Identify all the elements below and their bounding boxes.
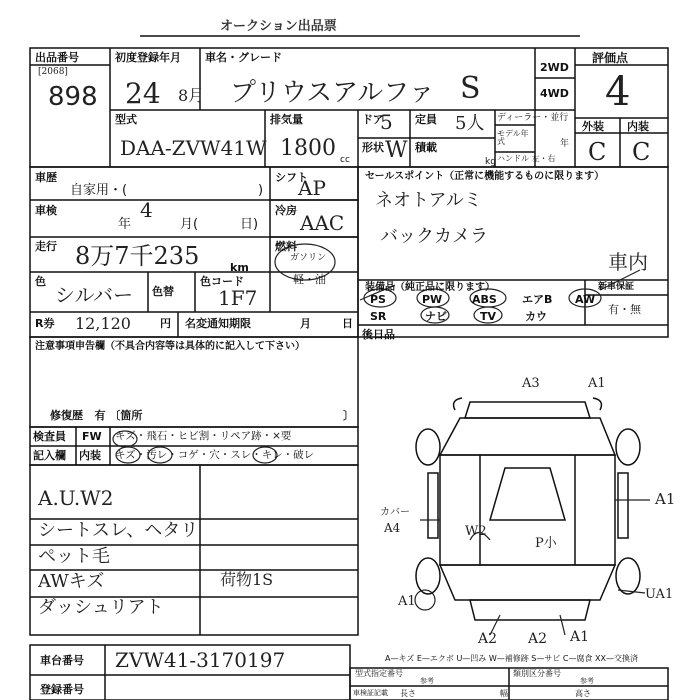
eq-sr: SR: [370, 310, 387, 323]
color-code-value: 1F7: [218, 286, 258, 310]
mark-w2: W2: [465, 524, 487, 539]
mark-p-small: P小: [535, 536, 557, 551]
box2-label: 類別区分番号: [513, 669, 561, 678]
box1-ref: 参考: [420, 677, 434, 685]
interior-items: キズ・汚レ・コゲ・穴・スレ・キレ・破レ: [115, 449, 315, 461]
mark-a1-right: A1: [655, 490, 676, 508]
new-manual-label: 新車保証: [598, 282, 635, 292]
reg-label: 登録番号: [40, 683, 84, 696]
post-fit-label: 後日品: [362, 328, 395, 341]
color-label: 色: [35, 275, 46, 288]
kg-label: kg: [485, 157, 496, 167]
name-change-label: 名変通知期限: [185, 317, 251, 330]
inspection-label: 車検: [35, 204, 57, 217]
sales-point-1: ネオトアルミ: [375, 190, 482, 211]
km-label: km: [230, 261, 249, 274]
wd2-label: 2WD: [540, 61, 569, 74]
displacement-label: 排気量: [270, 113, 303, 126]
name-change-month: 月: [300, 317, 311, 330]
load-label: 積載: [415, 141, 437, 154]
history-close: ): [258, 183, 264, 198]
cc-label: cc: [340, 155, 350, 165]
mark-a1-top: A1: [588, 376, 606, 391]
mileage-label: 走行: [35, 240, 57, 253]
name-change-day: 日: [342, 317, 353, 330]
mark-ua1: UA1: [645, 587, 674, 602]
interior-value: C: [632, 138, 651, 166]
doors-label: ドア: [362, 113, 384, 126]
sheet-title: オークション出品票: [220, 19, 337, 34]
shape-label: 形状: [362, 141, 384, 154]
height-label: 高さ: [575, 689, 591, 698]
remark-5: ダッシュリアト: [38, 597, 164, 618]
grade-label: 評価点: [592, 51, 629, 65]
insp-month-label: 月(: [180, 217, 199, 232]
mileage-value: 8万7千235: [75, 242, 200, 270]
eq-aw: AW: [575, 293, 596, 306]
dealer-label: ディーラー・並行: [497, 113, 569, 123]
lot-small: [2068]: [38, 67, 68, 77]
exterior-value: C: [588, 138, 607, 166]
mark-a1-bottom-left: A1: [398, 594, 416, 609]
color-code-label: 色コード: [200, 275, 244, 288]
width-label: 幅: [500, 689, 508, 698]
exterior-items: キズ・飛石・ヒビ割・リペア跡・×要: [115, 430, 292, 442]
inspector-label: 検査員: [33, 430, 66, 443]
sales-point-2: バックカメラ: [380, 226, 488, 247]
remark-3: ペット毛: [38, 546, 110, 567]
model-value: DAA-ZVW41W: [120, 136, 267, 160]
aircon-value: AAC: [300, 211, 345, 235]
insp-day-label: 日): [240, 217, 259, 232]
repair-close: 〕: [343, 409, 354, 422]
shift-value: AP: [298, 176, 326, 200]
recycle-label: R券: [35, 317, 55, 330]
doors-value: 5: [380, 110, 393, 134]
mark-a2-left: A2: [478, 631, 498, 647]
capacity-value: 5人: [455, 113, 485, 134]
model-year-label: モデル年式: [497, 129, 529, 146]
car-name-value: プリウスアルファ: [230, 78, 435, 108]
recycle-value: 12,120: [75, 314, 131, 333]
eq-airbag: エアB: [522, 293, 553, 306]
size-label: 車検証記載: [353, 689, 388, 697]
interior-check-label: 内装: [79, 449, 101, 462]
remark-1: A.U.W2: [38, 486, 114, 510]
mark-cover: カバー: [380, 507, 410, 518]
length-label: 長さ: [400, 689, 416, 698]
chassis-label: 車台番号: [40, 654, 84, 667]
car-diagram: [416, 398, 640, 620]
repair-label: 修復歴 有 〔箇所: [50, 409, 143, 422]
first-reg-year: 24: [125, 77, 161, 110]
fw-label: FW: [82, 430, 102, 443]
wd4-label: 4WD: [540, 87, 569, 100]
grade-letter: S: [460, 71, 481, 106]
eq-navi: ナビ: [425, 310, 447, 323]
car-name-label: 車名・グレード: [205, 51, 282, 64]
eq-abs: ABS: [472, 293, 497, 306]
inspection-month-value: 4: [140, 198, 153, 222]
capacity-label: 定員: [415, 113, 437, 126]
equipment-label: 装備品（純正品に限ります）: [365, 282, 495, 293]
score-value: 4: [605, 69, 631, 115]
fuel-diesel: 軽・油: [293, 273, 326, 286]
model-label: 型式: [115, 113, 137, 126]
shape-value: W: [385, 138, 408, 163]
eq-pw: PW: [422, 293, 443, 306]
mark-a1-bottom-right: A1: [570, 629, 590, 645]
remark-2: シートスレ、ヘタリ: [38, 520, 199, 541]
notes-label: 注意事項申告欄（不具合内容等は具体的に記入して下さい）: [35, 341, 305, 352]
color-value: シルバー: [55, 283, 134, 307]
legend: A—キズ E—エクボ U—凹み W—補修跡 S—サビ C—腐食 XX—交換済: [385, 654, 639, 663]
new-manual-value: 有・無: [608, 303, 641, 316]
first-reg-label: 初度登録年月: [115, 51, 181, 64]
handle-label: ハンドル 左・右: [497, 154, 556, 163]
year-unit-label: 年: [560, 139, 570, 149]
exterior-label: 外装: [582, 120, 604, 133]
aircon-label: 冷房: [275, 204, 297, 217]
displacement-value: 1800: [280, 136, 336, 161]
writer-label: 記入欄: [33, 449, 66, 462]
box1-label: 型式指定番号: [355, 669, 403, 678]
color-change-label: 色替: [152, 285, 174, 298]
history-label: 車歴: [35, 171, 57, 184]
history-value: 自家用・(: [70, 183, 128, 198]
first-reg-month: 8月: [178, 86, 205, 105]
mark-a3: A3: [522, 376, 540, 391]
yen-label: 円: [160, 317, 171, 330]
mark-a2-right: A2: [528, 631, 548, 647]
fuel-label: 燃料: [275, 240, 297, 253]
fuel-gas: ガソリン: [290, 253, 327, 263]
remark-4: AWキズ: [38, 571, 105, 592]
mark-a4: A4: [384, 521, 401, 535]
remark-mid: 荷物1S: [220, 570, 274, 589]
shift-label: シフト: [275, 171, 308, 184]
eq-ps: PS: [370, 293, 386, 306]
insp-year-label: 年: [118, 217, 132, 232]
eq-cover: カウ: [525, 310, 547, 323]
note-right: 車内: [608, 250, 648, 274]
interior-label: 内装: [627, 120, 649, 133]
chassis-value: ZVW41-3170197: [115, 648, 286, 672]
eq-tv: TV: [480, 310, 497, 323]
lot-no-value: 898: [48, 82, 98, 112]
box2-ref: 参考: [580, 677, 594, 685]
lot-no-label: 出品番号: [35, 51, 79, 64]
sales-point-label: セールスポイント（正常に機能するものに限ります）: [365, 171, 605, 182]
